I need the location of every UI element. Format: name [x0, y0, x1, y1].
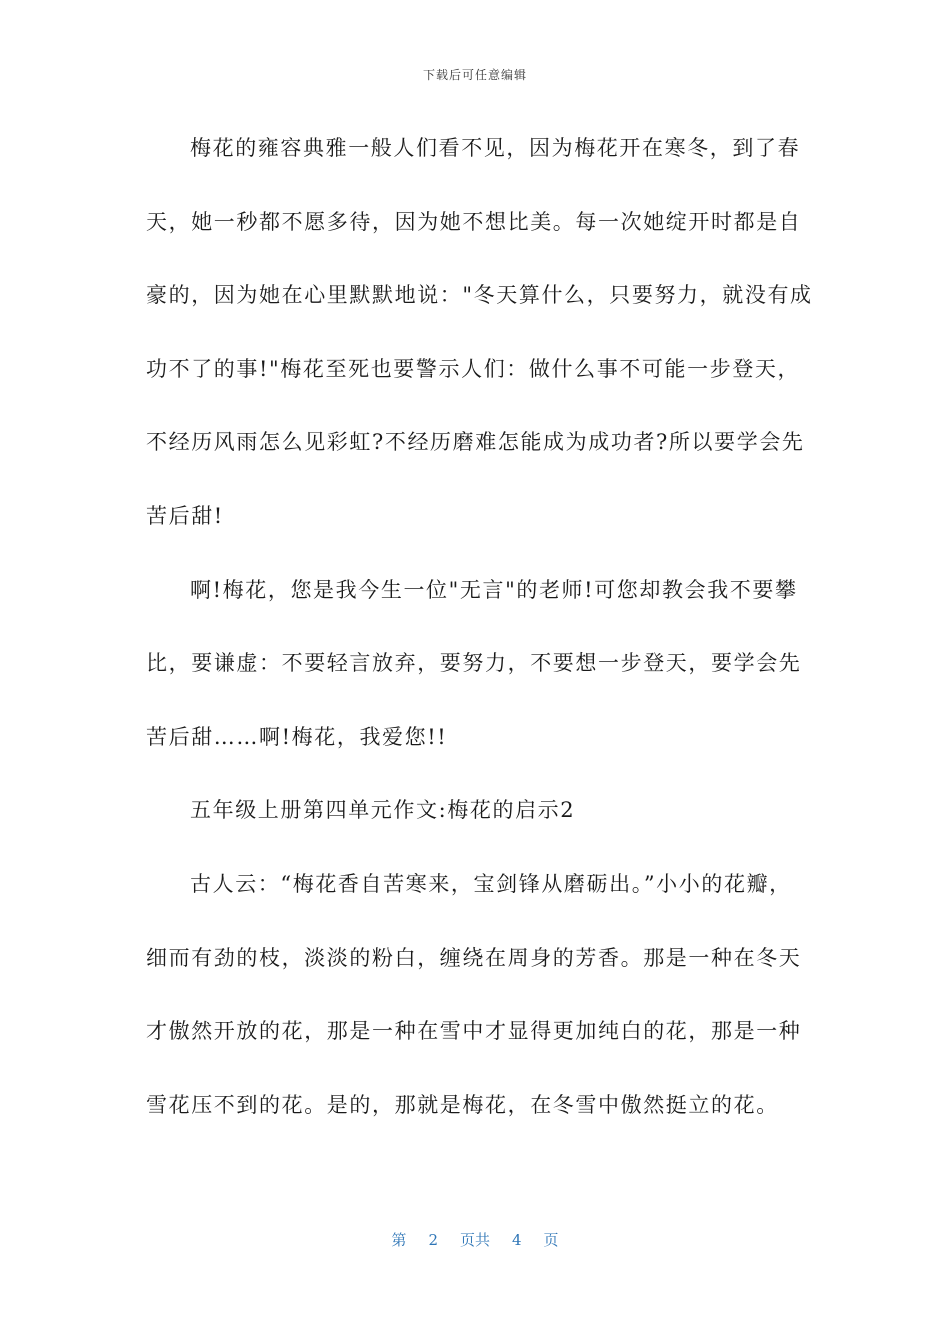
page-footer	[0, 1229, 950, 1250]
page-header: 下载后可任意编辑	[422, 68, 527, 82]
paragraph-line: 啊!梅花，您是我今生一位"无言"的老师!可您却教会我不要攀	[190, 577, 798, 602]
total-pages-number: 4	[512, 1231, 522, 1249]
paragraph-line: 豪的，因为她在心里默默地说："冬天算什么，只要努力，就没有成	[146, 283, 813, 308]
paragraph-line: 天，她一秒都不愿多待，因为她不想比美。每一次她绽开时都是自	[146, 209, 802, 234]
page-of-label: 页共	[459, 1231, 490, 1249]
paragraph-line: 苦后甜!	[146, 503, 224, 528]
page-end-label: 页	[543, 1231, 559, 1249]
paragraph-line: 功不了的事!"梅花至死也要警示人们：做什么事不可能一步登天，	[146, 356, 801, 381]
document-body	[146, 126, 813, 1156]
paragraph-line: 比，要谦虚：不要轻言放弃，要努力，不要想一步登天，要学会先	[146, 651, 802, 676]
page-label: 第	[391, 1231, 407, 1249]
paragraph-line: 梅花的雍容典雅一般人们看不见，因为梅花开在寒冬，到了春	[190, 136, 801, 160]
paragraph-line: 不经历风雨怎么见彩虹?不经历磨难怎能成为成功者?所以要学会先	[146, 430, 805, 455]
paragraph-line: 雪花压不到的花。是的，那就是梅花，在冬雪中傲然挺立的花。	[146, 1092, 779, 1117]
current-page-number: 2	[428, 1231, 438, 1249]
section-title: 五年级上册第四单元作文:梅花的启示2	[190, 798, 576, 823]
paragraph-line: 苦后甜……啊!梅花，我爱您!!	[146, 724, 448, 749]
paragraph-line: 细而有劲的枝，淡淡的粉白，缠绕在周身的芳香。那是一种在冬天	[146, 945, 802, 970]
paragraph-line: 才傲然开放的花，那是一种在雪中才显得更加纯白的花，那是一种	[146, 1019, 802, 1044]
paragraph-line: 古人云：“梅花香自苦寒来，宝剑锋从磨砺出。”小小的花瓣，	[190, 871, 792, 896]
